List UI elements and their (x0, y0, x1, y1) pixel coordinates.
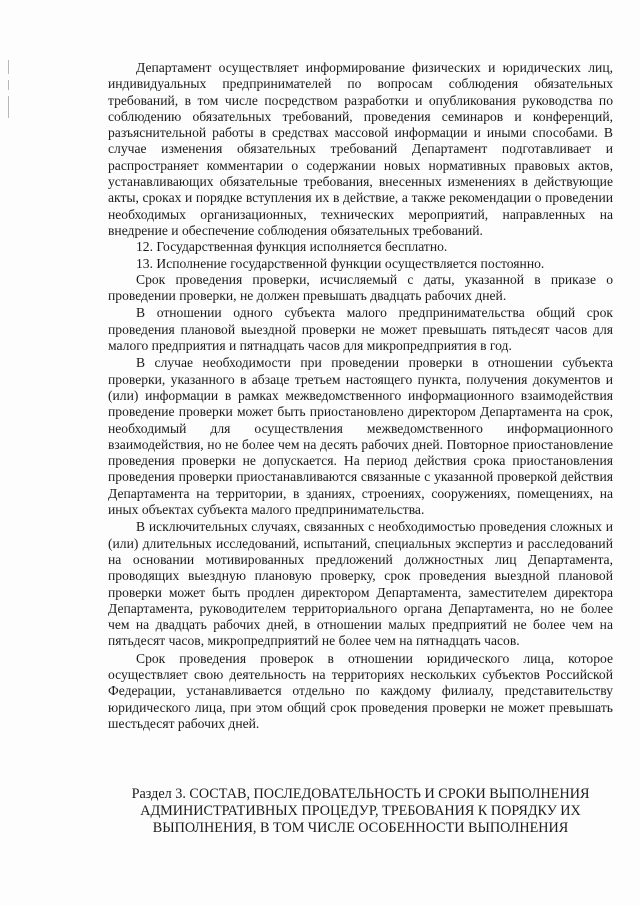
paragraph-multi-region: Срок проведения проверок в отношении юридического лица, которое осуществляет свою деятельность на территориях нескольких субъектов Российской Федерации, устанавливается отдельно по каждому филиалу, представительству юридического лица, при этом общий срок проведения проверки не может превышать шестьдесят рабочих дней. (108, 650, 613, 731)
paragraph-item-12: 12. Государственная функция исполняется бесплатно. (136, 239, 448, 255)
paragraph-inspection-term: Срок проведения проверки, исчисляемый с даты, указанной в приказе о проведении проверки, не должен превышать двадцать рабочих дней. (108, 271, 613, 304)
paragraph-small-business-term: В отношении одного субъекта малого предпринимательства общий срок проведения плановой выездной проверки не может превышать пятьдесят часов для малого предприятия и пятнадцать часов для микропредприятия в год. (108, 305, 613, 354)
paragraph-item-13: 13. Исполнение государственной функции осуществляется постоянно. (136, 255, 545, 271)
document-body (108, 60, 613, 732)
paragraph-suspension: В случае необходимости при проведении проверки в отношении субъекта проверки, указанного в абзаце третьем настоящего пункта, получения документов и (или) информации в рамках межведомственного информационного взаимодействия проведение проверки может быть приостановлено директором Департамента на срок, необходимый для осуществления межведомственного информационного взаимодействия, но не более чем на десять рабочих дней. Повторное приостановление проведения проверки не допускается. На период действия срока приостановления проведения проверки приостанавливаются связанные с указанной проверкой действия Департамента на территории, в зданиях, строениях, сооружениях, помещениях, на иных объектах субъекта малого предпринимательства. (108, 355, 613, 518)
paragraph-informing: Департамент осуществляет информирование физических и юридических лиц, индивидуальных предпринимателей по вопросам соблюдения обязательных требований, в том числе посредством разработки и опубликования руководства по соблюдению обязательных требований, проведения семинаров и конференций, разъяснительной работы в средствах массовой информации и иными способами. В случае изменения обязательных требований Департамент подготавливает и распространяет комментарии о содержании новых нормативных правовых актов, устанавливающих обязательные требования, внесенных изменениях в действующие акты, сроках и порядке вступления их в действие, а также рекомендации о проведении необходимых организационных, технических мероприятий, направленных на внедрение и обеспечение соблюдения обязательных требований. (108, 60, 613, 238)
scan-margin-marks (8, 60, 11, 140)
paragraph-extension: В исключительных случаях, связанных с необходимостью проведения сложных и (или) длительных исследований, испытаний, специальных экспертиз и расследований на основании мотивированных предложений должностных лиц Департамента, проводящих выездную плановую проверку, срок проведения выездной плановой проверки может быть продлен директором Департамента, заместителем директора Департамента, руководителем территориального органа Департамента, но не более чем на двадцать рабочих дней, в отношении малых предприятий не более чем на пятьдесят часов, микропредприятий не более чем на пятнадцать часов. (108, 519, 613, 649)
section-heading: Раздел 3. СОСТАВ, ПОСЛЕДОВАТЕЛЬНОСТЬ И СРОКИ ВЫПОЛНЕНИЯ АДМИНИСТРАТИВНЫХ ПРОЦЕДУР, ТРЕБОВАНИЯ К ПОРЯДКУ ИХ ВЫПОЛНЕНИЯ, В ТОМ ЧИСЛЕ ОСОБЕННОСТИ ВЫПОЛНЕНИЯ (131, 786, 590, 837)
